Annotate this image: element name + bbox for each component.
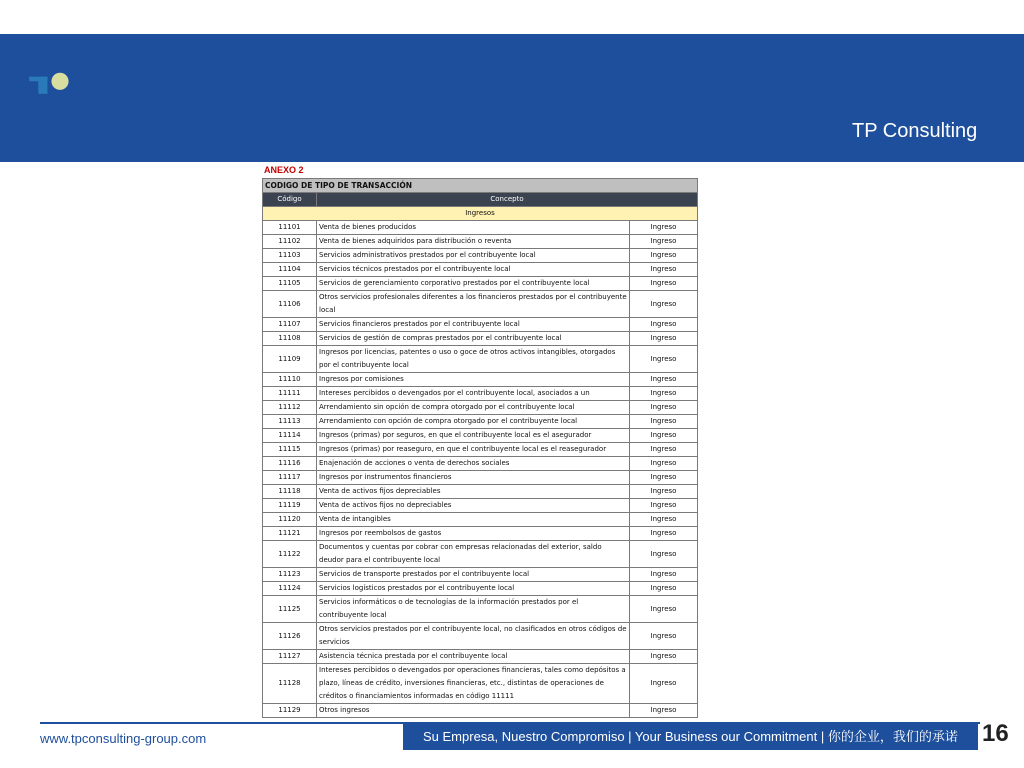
cell-concept: Intereses percibidos o devengados por el contribuyente local, asociados a un xyxy=(317,387,630,401)
cell-concept: Enajenación de acciones o venta de derechos sociales xyxy=(317,457,630,471)
table-row xyxy=(263,443,698,457)
cell-code: 11119 xyxy=(263,499,317,513)
table-row xyxy=(263,277,698,291)
cell-type: Ingreso xyxy=(629,650,697,664)
cell-code: 11117 xyxy=(263,471,317,485)
cell-code: 11122 xyxy=(263,541,317,568)
cell-code: 11126 xyxy=(263,623,317,650)
cell-code: 11121 xyxy=(263,527,317,541)
cell-code: 11109 xyxy=(263,346,317,373)
cell-type: Ingreso xyxy=(629,387,697,401)
table-row xyxy=(263,513,698,527)
cell-concept: Venta de activos fijos no depreciables xyxy=(317,499,630,513)
cell-type: Ingreso xyxy=(629,346,697,373)
cell-concept: Servicios de gerenciamiento corporativo prestados por el contribuyente local xyxy=(317,277,630,291)
annex-label: ANEXO 2 xyxy=(264,165,304,175)
cell-concept: Venta de intangibles xyxy=(317,513,630,527)
table-row xyxy=(263,623,698,650)
cell-type: Ingreso xyxy=(629,221,697,235)
cell-type: Ingreso xyxy=(629,249,697,263)
cell-concept: Otros ingresos xyxy=(317,704,630,718)
table-row xyxy=(263,485,698,499)
cell-concept: Venta de bienes producidos xyxy=(317,221,630,235)
cell-concept: Otros servicios prestados por el contribuyente local, no clasificados en otros códigos de servicios xyxy=(317,623,630,650)
page-number: 16 xyxy=(982,720,1009,747)
cell-concept: Documentos y cuentas por cobrar con empresas relacionadas del exterior, saldo deudor para el contribuyente local xyxy=(317,541,630,568)
table-row xyxy=(263,415,698,429)
cell-concept: Servicios informáticos o de tecnologías de la información prestados por el contribuyente local xyxy=(317,596,630,623)
cell-type: Ingreso xyxy=(629,401,697,415)
table-row xyxy=(263,650,698,664)
cell-concept: Ingresos por reembolsos de gastos xyxy=(317,527,630,541)
cell-type: Ingreso xyxy=(629,373,697,387)
cell-code: 11118 xyxy=(263,485,317,499)
table-row xyxy=(263,457,698,471)
cell-code: 11102 xyxy=(263,235,317,249)
cell-type: Ingreso xyxy=(629,582,697,596)
table-row xyxy=(263,291,698,318)
cell-code: 11107 xyxy=(263,318,317,332)
cell-code: 11103 xyxy=(263,249,317,263)
cell-concept: Servicios financieros prestados por el contribuyente local xyxy=(317,318,630,332)
cell-concept: Servicios administrativos prestados por el contribuyente local xyxy=(317,249,630,263)
table-row xyxy=(263,499,698,513)
table-row xyxy=(263,541,698,568)
col-header-concept: Concepto xyxy=(317,193,698,207)
table-row xyxy=(263,387,698,401)
cell-type: Ingreso xyxy=(629,704,697,718)
header-band xyxy=(0,34,1024,162)
cell-type: Ingreso xyxy=(629,277,697,291)
cell-code: 11106 xyxy=(263,291,317,318)
cell-type: Ingreso xyxy=(629,485,697,499)
table-row xyxy=(263,664,698,704)
cell-code: 11125 xyxy=(263,596,317,623)
brand-name: TP Consulting xyxy=(852,120,978,142)
cell-type: Ingreso xyxy=(629,513,697,527)
cell-concept: Servicios de gestión de compras prestados por el contribuyente local xyxy=(317,332,630,346)
table-row xyxy=(263,235,698,249)
cell-code: 11127 xyxy=(263,650,317,664)
cell-type: Ingreso xyxy=(629,443,697,457)
cell-code: 11124 xyxy=(263,582,317,596)
cell-code: 11104 xyxy=(263,263,317,277)
cell-type: Ingreso xyxy=(629,235,697,249)
cell-code: 11112 xyxy=(263,401,317,415)
cell-concept: Asistencia técnica prestada por el contribuyente local xyxy=(317,650,630,664)
table-row xyxy=(263,704,698,718)
cell-type: Ingreso xyxy=(629,541,697,568)
cell-type: Ingreso xyxy=(629,471,697,485)
cell-type: Ingreso xyxy=(629,332,697,346)
cell-type: Ingreso xyxy=(629,291,697,318)
cell-type: Ingreso xyxy=(629,596,697,623)
cell-concept: Ingresos por licencias, patentes o uso o goce de otros activos intangibles, otorgados por el contribuyente local xyxy=(317,346,630,373)
cell-concept: Ingresos por comisiones xyxy=(317,373,630,387)
cell-concept: Servicios técnicos prestados por el contribuyente local xyxy=(317,263,630,277)
cell-code: 11114 xyxy=(263,429,317,443)
table-row xyxy=(263,596,698,623)
section-header: Ingresos xyxy=(263,207,698,221)
cell-code: 11123 xyxy=(263,568,317,582)
cell-code: 11116 xyxy=(263,457,317,471)
cell-type: Ingreso xyxy=(629,415,697,429)
table-row xyxy=(263,221,698,235)
cell-type: Ingreso xyxy=(629,499,697,513)
table-row xyxy=(263,318,698,332)
table-row xyxy=(263,429,698,443)
table-row xyxy=(263,332,698,346)
cell-code: 11110 xyxy=(263,373,317,387)
cell-concept: Ingresos por instrumentos financieros xyxy=(317,471,630,485)
cell-code: 11101 xyxy=(263,221,317,235)
cell-code: 11113 xyxy=(263,415,317,429)
cell-type: Ingreso xyxy=(629,318,697,332)
cell-concept: Otros servicios profesionales diferentes a los financieros prestados por el contribuyente local xyxy=(317,291,630,318)
cell-code: 11111 xyxy=(263,387,317,401)
cell-concept: Arrendamiento sin opción de compra otorgado por el contribuyente local xyxy=(317,401,630,415)
footer-url[interactable]: www.tpconsulting-group.com xyxy=(40,731,207,746)
cell-concept: Arrendamiento con opción de compra otorgado por el contribuyente local xyxy=(317,415,630,429)
table-row xyxy=(263,582,698,596)
cell-concept: Servicios de transporte prestados por el contribuyente local xyxy=(317,568,630,582)
cell-concept: Ingresos (primas) por reaseguro, en que el contribuyente local es el reasegurador xyxy=(317,443,630,457)
cell-concept: Ingresos (primas) por seguros, en que el contribuyente local es el asegurador xyxy=(317,429,630,443)
cell-type: Ingreso xyxy=(629,664,697,704)
cell-type: Ingreso xyxy=(629,568,697,582)
transaction-code-table xyxy=(262,178,698,718)
tp-logo-icon xyxy=(28,70,108,120)
cell-type: Ingreso xyxy=(629,623,697,650)
cell-code: 11128 xyxy=(263,664,317,704)
table-row xyxy=(263,527,698,541)
table-row xyxy=(263,249,698,263)
col-header-code: Código xyxy=(263,193,317,207)
table-row xyxy=(263,401,698,415)
cell-concept: Venta de bienes adquiridos para distribución o reventa xyxy=(317,235,630,249)
cell-code: 11120 xyxy=(263,513,317,527)
cell-concept: Intereses percibidos o devengados por operaciones financieras, tales como depósitos a plazo, líneas de crédito, inversiones financieras, etc., distintas de operaciones de créditos o financiamientos informadas en código 11111 xyxy=(317,664,630,704)
table-row xyxy=(263,471,698,485)
cell-code: 11108 xyxy=(263,332,317,346)
cell-concept: Venta de activos fijos depreciables xyxy=(317,485,630,499)
footer-tagline: Su Empresa, Nuestro Compromiso | Your Business our Commitment | 你的企业，我们的承诺 xyxy=(403,724,978,750)
cell-type: Ingreso xyxy=(629,263,697,277)
cell-code: 11115 xyxy=(263,443,317,457)
cell-type: Ingreso xyxy=(629,457,697,471)
table-row xyxy=(263,263,698,277)
cell-code: 11129 xyxy=(263,704,317,718)
cell-type: Ingreso xyxy=(629,429,697,443)
table-title: CODIGO DE TIPO DE TRANSACCIÓN xyxy=(263,179,698,193)
table-row xyxy=(263,373,698,387)
cell-code: 11105 xyxy=(263,277,317,291)
table-row xyxy=(263,346,698,373)
cell-type: Ingreso xyxy=(629,527,697,541)
cell-concept: Servicios logísticos prestados por el contribuyente local xyxy=(317,582,630,596)
table-row xyxy=(263,568,698,582)
